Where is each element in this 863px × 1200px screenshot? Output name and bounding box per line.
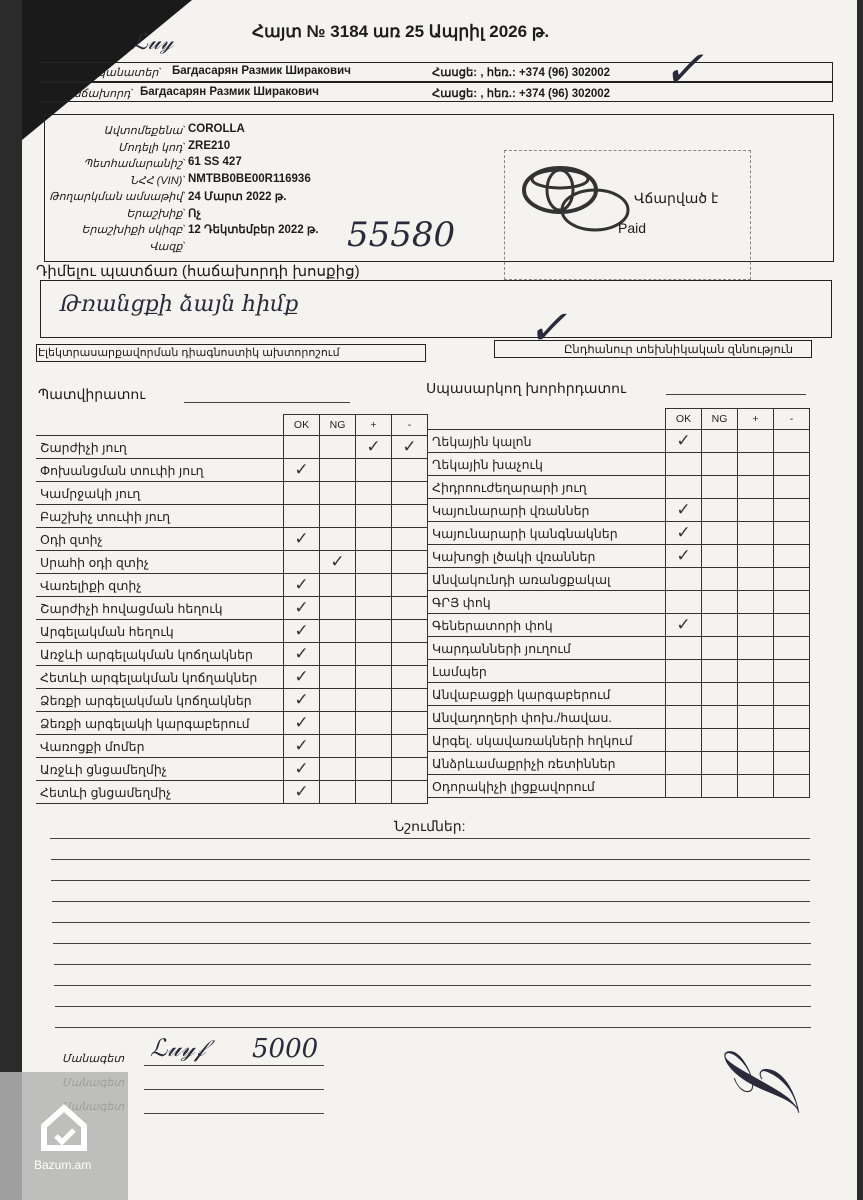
checklist-cell: [356, 758, 392, 781]
checklist-row: [36, 689, 428, 712]
vehicle-field-label: Պետհամարանիշ`: [83, 158, 186, 170]
checklist-item-label: Վառոցքի մոմեր: [36, 735, 284, 758]
checklist-cell: [284, 689, 320, 712]
checklist-cell: [666, 476, 702, 499]
checklist-cell: [666, 522, 702, 545]
checklist-cell: [738, 499, 774, 522]
checklist-cell: [356, 551, 392, 574]
notes-line: [54, 985, 811, 986]
checklist-item-label: Գեներատորի փոկ: [428, 614, 666, 637]
vehicle-field-value: 12 Դեկտեմբեր 2022 թ.: [188, 224, 319, 236]
checklist-cell: [356, 689, 392, 712]
checklist-cell: [284, 620, 320, 643]
checklist-cell: [666, 752, 702, 775]
checklist-row: [428, 591, 810, 614]
checklist-item-label: Հետևի ցնցամեղմիչ: [36, 781, 284, 804]
paper-sheet: [22, 0, 857, 1200]
checklist-row: [428, 476, 810, 499]
checklist-header-cell: OK: [666, 409, 702, 430]
diag-left-label: Էլեկտրասարքավորման դիագնոստիկ ախտորոշում: [38, 347, 340, 359]
client-label: Հաճախորդ`: [62, 88, 134, 100]
checklist-item-label: Բաշխիչ տուփի յուղ: [36, 505, 284, 528]
checklist-row: [36, 712, 428, 735]
notes-line: [52, 922, 810, 923]
checkmark-handwritten: ✓: [662, 40, 704, 98]
checkmark-icon: ✓: [676, 430, 691, 451]
specialist-signature: ℒ𝓊𝓎𝒻: [150, 1034, 206, 1062]
checklist-item-label: Ղեկային խաչուկ: [428, 453, 666, 476]
checklist-cell: [392, 781, 428, 804]
checklist-cell: [702, 499, 738, 522]
checkmark-icon: ✓: [294, 459, 309, 480]
notes-line: [55, 1006, 811, 1007]
checklist-item-label: Օդորակիչի լիցքավորում: [428, 775, 666, 798]
checklist-cell: [666, 637, 702, 660]
checklist-cell: [666, 545, 702, 568]
vehicle-field-label: Երաշխիքի սկիզբ`: [81, 224, 186, 236]
checklist-cell: [392, 528, 428, 551]
checklist-cell: [356, 436, 392, 459]
checklist-cell: [392, 689, 428, 712]
checklist-cell: [738, 775, 774, 798]
signature-amount: 5000: [252, 1034, 319, 1064]
checklist-item-label: Փոխանցման տուփի յուղ: [36, 459, 284, 482]
checklist-cell: [666, 729, 702, 752]
home-icon: [34, 1096, 94, 1156]
checklist-row: [36, 436, 428, 459]
checklist-cell: [738, 660, 774, 683]
checklist-cell: [284, 574, 320, 597]
checklist-cell: [702, 568, 738, 591]
checklist-cell: [702, 453, 738, 476]
checkmark-icon: ✓: [294, 689, 309, 710]
checklist-cell: [356, 712, 392, 735]
vehicle-field-label: ՆՀՀ (VIN)`: [129, 174, 186, 187]
checklist-row: [36, 735, 428, 758]
checklist-cell: [666, 775, 702, 798]
checklist-cell: [320, 436, 356, 459]
checklist-cell: [320, 620, 356, 643]
checklist-cell: [702, 430, 738, 453]
checklist-item-label: Ձեռքի արգելակման կոճղակներ: [36, 689, 284, 712]
checklist-cell: [666, 591, 702, 614]
owner-name: Багдасарян Размик Ширакович: [172, 65, 351, 77]
checkmark-icon: ✓: [366, 436, 381, 457]
checklist-cell: [284, 505, 320, 528]
client-name: Багдасарян Размик Ширакович: [140, 86, 319, 98]
checklist-cell: [320, 597, 356, 620]
checklist-cell: [666, 683, 702, 706]
checklist-cell: [702, 775, 738, 798]
checklist-cell: [320, 551, 356, 574]
notes-line: [55, 1027, 811, 1028]
checklist-cell: [320, 758, 356, 781]
mileage-handwritten: 55580: [347, 215, 456, 255]
checklist-cell: [666, 568, 702, 591]
checklist-row: [36, 758, 428, 781]
checklist-row: [428, 614, 810, 637]
checklist-cell: [774, 591, 810, 614]
checklist-cell: [738, 568, 774, 591]
checklist-cell: [320, 666, 356, 689]
checklist-item-label: Սրահի օդի զտիչ: [36, 551, 284, 574]
checklist-cell: [702, 660, 738, 683]
checklist-item-label: Շարժիչի հովացման հեղուկ: [36, 597, 284, 620]
checklist-item-label: Լամպեր: [428, 660, 666, 683]
checklist-header-spacer: [428, 409, 666, 430]
checklist-row: [36, 482, 428, 505]
checklist-cell: [356, 574, 392, 597]
checklist-row: [36, 505, 428, 528]
checklist-cell: [284, 528, 320, 551]
checklist-item-label: Հիդրոուժեղարարի յուղ: [428, 476, 666, 499]
checklist-item-label: Կայունարարի վռաններ: [428, 499, 666, 522]
checklist-cell: [392, 620, 428, 643]
notes-line: [51, 859, 811, 860]
checkmark-icon: ✓: [294, 597, 309, 618]
checklist-cell: [738, 591, 774, 614]
checklist-header-cell: OK: [284, 415, 320, 436]
checklist-cell: [738, 453, 774, 476]
checklist-row: [428, 775, 810, 798]
checklist-cell: [356, 620, 392, 643]
checklist-row: [36, 666, 428, 689]
reason-handwritten: Թռանցքի ձայն հիմք: [60, 292, 299, 317]
checkmark-icon: ✓: [294, 781, 309, 802]
checklist-cell: [392, 551, 428, 574]
vehicle-field-label: Ավտոմեքենա`: [103, 125, 186, 137]
checklist-cell: [666, 430, 702, 453]
checklist-item-label: Ղեկային կալոն: [428, 430, 666, 453]
checklist-row: [36, 597, 428, 620]
owner-address: Հասցե: , հեռ.: +374 (96) 302002: [432, 67, 611, 79]
checklist-item-label: Ձեռքի արգելակի կարգաբերում: [36, 712, 284, 735]
checklist-row: [428, 752, 810, 775]
checklist-cell: [702, 522, 738, 545]
checklist-cell: [738, 729, 774, 752]
checklist-row: [428, 499, 810, 522]
checkmark-icon: ✓: [294, 528, 309, 549]
checkmark-icon: ✓: [676, 499, 691, 520]
checklist-cell: [320, 689, 356, 712]
checklist-cell: [774, 752, 810, 775]
checklist-cell: [774, 476, 810, 499]
checkmark-icon: ✓: [676, 614, 691, 635]
checklist-cell: [774, 706, 810, 729]
checklist-cell: [774, 568, 810, 591]
vehicle-field-label: Վազք`: [149, 240, 186, 253]
left-checklist: [36, 414, 428, 804]
checklist-cell: [392, 574, 428, 597]
checklist-cell: [738, 430, 774, 453]
checklist-header: [428, 409, 810, 430]
checklist-row: [428, 545, 810, 568]
checklist-row: [428, 660, 810, 683]
checklist-item-label: Շարժիչի յուղ: [36, 436, 284, 459]
checklist-row: [36, 781, 428, 804]
checklist-row: [36, 528, 428, 551]
checklist-header-cell: NG: [320, 415, 356, 436]
checklist-cell: [356, 666, 392, 689]
notes-label: Նշումներ:: [394, 818, 466, 834]
checklist-cell: [774, 614, 810, 637]
checklist-cell: [738, 545, 774, 568]
checklist-row: [428, 430, 810, 453]
signature-label: Մանագետ: [62, 1053, 125, 1065]
notes-line: [54, 964, 811, 965]
checklist-item-label: Անվադողերի փոխ./հավաս.: [428, 706, 666, 729]
checklist-header-cell: +: [356, 415, 392, 436]
checklist-cell: [392, 643, 428, 666]
checklist-cell: [284, 551, 320, 574]
checklist-item-label: Կախոցի լծակի վռաններ: [428, 545, 666, 568]
advisor-label: Սպասարկող խորհրդատու: [426, 380, 627, 396]
customer-line: [184, 402, 350, 403]
checklist-cell: [284, 758, 320, 781]
checkmark-icon: ✓: [294, 735, 309, 756]
checkmark-icon: ✓: [294, 758, 309, 779]
vehicle-field-value: ZRE210: [188, 139, 231, 152]
checklist-row: [36, 551, 428, 574]
checklist-cell: [738, 752, 774, 775]
checklist-item-label: Առջևի արգելակման կոճղակներ: [36, 643, 284, 666]
checklist-row: [428, 683, 810, 706]
vehicle-field-value: COROLLA: [188, 123, 245, 135]
checklist-header-cell: -: [392, 415, 428, 436]
checklist-cell: [666, 660, 702, 683]
watermark: [0, 1072, 128, 1200]
checklist-cell: [774, 430, 810, 453]
checklist-header-cell: -: [774, 409, 810, 430]
checklist-cell: [774, 522, 810, 545]
checklist-item-label: Վառելիքի զտիչ: [36, 574, 284, 597]
diag-right-label: Ընդհանուր տեխնիկական զննություն: [564, 344, 794, 356]
checkmark-icon: ✓: [294, 643, 309, 664]
right-checklist: [428, 408, 810, 798]
notes-line: [51, 880, 810, 881]
checkmark-icon: ✓: [294, 666, 309, 687]
vehicle-field-label: Երաշխիք`: [126, 207, 186, 220]
checklist-cell: [392, 758, 428, 781]
page-title: Հայտ № 3184 առ 25 Ապրիլ 2026 թ.: [252, 22, 550, 41]
checklist-cell: [392, 436, 428, 459]
checklist-header-cell: +: [738, 409, 774, 430]
checkmark-icon: ✓: [330, 551, 345, 572]
paid-stamp-text: Վճարված է: [634, 190, 719, 206]
checklist-item-label: Անվաբացքի կարգաբերում: [428, 683, 666, 706]
top-signature: ℒ𝓊𝓎: [132, 30, 174, 55]
checklist-cell: [320, 528, 356, 551]
checklist-cell: [356, 505, 392, 528]
checklist-cell: [738, 476, 774, 499]
checklist-cell: [774, 545, 810, 568]
checklist-header-cell: NG: [702, 409, 738, 430]
checklist-cell: [774, 499, 810, 522]
checklist-cell: [774, 637, 810, 660]
checklist-row: [428, 568, 810, 591]
checklist-item-label: Օդի զտիչ: [36, 528, 284, 551]
checkmark-icon: ✓: [676, 545, 691, 566]
checklist-item-label: ԳՐՅ փոկ: [428, 591, 666, 614]
checklist-cell: [284, 482, 320, 505]
checklist-cell: [320, 781, 356, 804]
checklist-cell: [284, 459, 320, 482]
checklist-row: [428, 729, 810, 752]
checklist-row: [36, 574, 428, 597]
checklist-cell: [284, 597, 320, 620]
checklist-item-label: Կարդանների յուղում: [428, 637, 666, 660]
checklist-item-label: Կայունարարի կանգնակներ: [428, 522, 666, 545]
checklist-cell: [702, 706, 738, 729]
checklist-cell: [284, 643, 320, 666]
notes-line: [53, 943, 811, 944]
large-signature: 𝒥: [722, 1040, 812, 1103]
checkmark-icon: ✓: [294, 712, 309, 733]
checklist-cell: [738, 637, 774, 660]
checklist-cell: [702, 683, 738, 706]
checklist-cell: [356, 528, 392, 551]
checklist-cell: [774, 660, 810, 683]
checklist-cell: [392, 459, 428, 482]
checklist-cell: [320, 459, 356, 482]
checklist-cell: [356, 781, 392, 804]
signature-line: [144, 1065, 324, 1066]
checklist-item-label: Արգել. սկավառակների հղկում: [428, 729, 666, 752]
checklist-cell: [392, 712, 428, 735]
checklist-cell: [284, 436, 320, 459]
checklist-cell: [320, 735, 356, 758]
checklist-row: [428, 637, 810, 660]
checklist-header: [36, 415, 428, 436]
reason-title: Դիմելու պատճառ (հաճախորդի խոսքից): [36, 263, 360, 280]
checkmark-icon: ✓: [294, 620, 309, 641]
checklist-cell: [392, 597, 428, 620]
checklist-item-label: Արգելակման հեղուկ: [36, 620, 284, 643]
checklist-row: [36, 620, 428, 643]
owner-label: Սեփականատեր`: [61, 67, 162, 79]
checklist-cell: [320, 712, 356, 735]
paid-stamp-label: Paid: [618, 220, 647, 236]
checklist-item-label: Առջևի ցնցամեղմիչ: [36, 758, 284, 781]
checkmark-icon: ✓: [294, 574, 309, 595]
checklist-cell: [666, 453, 702, 476]
signature-line: [144, 1089, 324, 1090]
checklist-header-spacer: [36, 415, 284, 436]
checklist-cell: [738, 683, 774, 706]
watermark-text: Bazum.am: [34, 1158, 92, 1172]
checklist-cell: [702, 591, 738, 614]
checklist-cell: [356, 597, 392, 620]
checklist-item-label: Կամրջակի յուղ: [36, 482, 284, 505]
checklist-cell: [774, 729, 810, 752]
notes-line: [52, 901, 811, 902]
client-address: Հասցե: , հեռ.: +374 (96) 302002: [432, 88, 611, 100]
checklist-cell: [702, 729, 738, 752]
vehicle-field-value: Ոչ: [188, 207, 202, 220]
customer-label: Պատվիրատու: [38, 386, 146, 402]
checklist-cell: [702, 476, 738, 499]
checklist-cell: [392, 482, 428, 505]
checklist-cell: [666, 706, 702, 729]
vehicle-field-label: Թողարկման ամսաթիվ`: [49, 191, 186, 203]
checkmark-icon: ✓: [402, 436, 417, 457]
checklist-cell: [666, 499, 702, 522]
checklist-cell: [774, 683, 810, 706]
checklist-row: [36, 459, 428, 482]
checklist-cell: [356, 643, 392, 666]
checklist-cell: [666, 614, 702, 637]
checklist-cell: [356, 735, 392, 758]
checklist-row: [36, 643, 428, 666]
checklist-cell: [320, 643, 356, 666]
checklist-row: [428, 522, 810, 545]
checklist-cell: [738, 706, 774, 729]
checklist-cell: [774, 453, 810, 476]
checklist-cell: [702, 614, 738, 637]
vehicle-field-value: 24 Մարտ 2022 թ.: [188, 191, 287, 203]
checklist-cell: [392, 735, 428, 758]
checklist-item-label: Անձրևամաքրիչի ռետիններ: [428, 752, 666, 775]
signature-line: [144, 1113, 324, 1114]
checklist-cell: [284, 666, 320, 689]
checklist-row: [428, 453, 810, 476]
checklist-item-label: Հետևի արգելակման կոճղակներ: [36, 666, 284, 689]
checklist-cell: [284, 712, 320, 735]
checklist-cell: [356, 482, 392, 505]
checklist-cell: [356, 459, 392, 482]
checklist-cell: [702, 637, 738, 660]
checklist-item-label: Անվակունդի առանցքակալ: [428, 568, 666, 591]
checklist-cell: [392, 505, 428, 528]
checklist-cell: [284, 735, 320, 758]
checklist-cell: [738, 522, 774, 545]
checklist-cell: [702, 545, 738, 568]
checklist-cell: [774, 775, 810, 798]
checklist-cell: [320, 574, 356, 597]
checklist-row: [428, 706, 810, 729]
advisor-line: [666, 394, 806, 395]
checkmark-icon: ✓: [676, 522, 691, 543]
checklist-cell: [738, 614, 774, 637]
checklist-cell: [702, 752, 738, 775]
checklist-cell: [320, 505, 356, 528]
vehicle-field-value: NMTBB0BE00R116936: [188, 172, 311, 185]
checklist-cell: [284, 781, 320, 804]
notes-line: [50, 838, 810, 839]
checklist-cell: [392, 666, 428, 689]
vehicle-field-value: 61 SS 427: [188, 156, 242, 168]
checkmark-handwritten: ✓: [527, 300, 568, 356]
vehicle-field-label: Մոդելի կոդ`: [118, 141, 186, 154]
checklist-cell: [320, 482, 356, 505]
